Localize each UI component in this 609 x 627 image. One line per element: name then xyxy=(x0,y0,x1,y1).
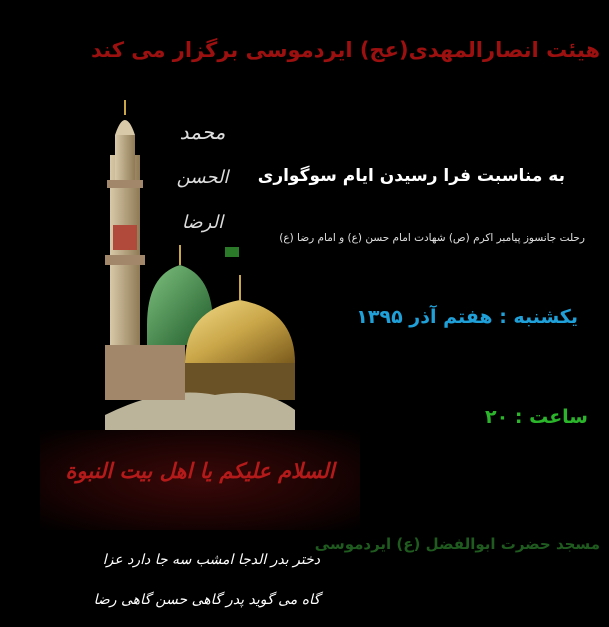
event-details: رحلت جانسوز پیامبر اکرم (ص) شهادت امام حسن (ع) و امام رضا (ع) xyxy=(279,232,585,244)
event-title: هیئت انصارالمهدی(عج) ایردموسی برگزار می کند xyxy=(91,38,600,62)
poem-line-1: دختر بدر الدجا امشب سه جا دارد عزا xyxy=(102,552,320,568)
salutation-text: السلام علیکم یا اهل بیت النبوة xyxy=(65,458,335,483)
event-occasion: به مناسبت فرا رسیدن ایام سوگواری xyxy=(257,166,565,186)
salutation-calligraphy xyxy=(40,430,360,530)
event-time: ساعت : ۲۰ xyxy=(485,406,588,428)
name-hasan: الحسن xyxy=(176,167,229,188)
poem-line-2: گاه می گوید پدر گاهی حسن گاهی رضا xyxy=(93,592,320,608)
calligraphy-names xyxy=(165,110,240,250)
event-date: یکشنبه : هفتم آذر ۱۳۹۵ xyxy=(356,306,578,328)
name-muhammad: محمد xyxy=(179,120,226,144)
name-reza: الرضا xyxy=(181,212,224,233)
event-venue: مسجد حضرت ابوالفضل (ع) ایردموسی xyxy=(314,535,600,553)
